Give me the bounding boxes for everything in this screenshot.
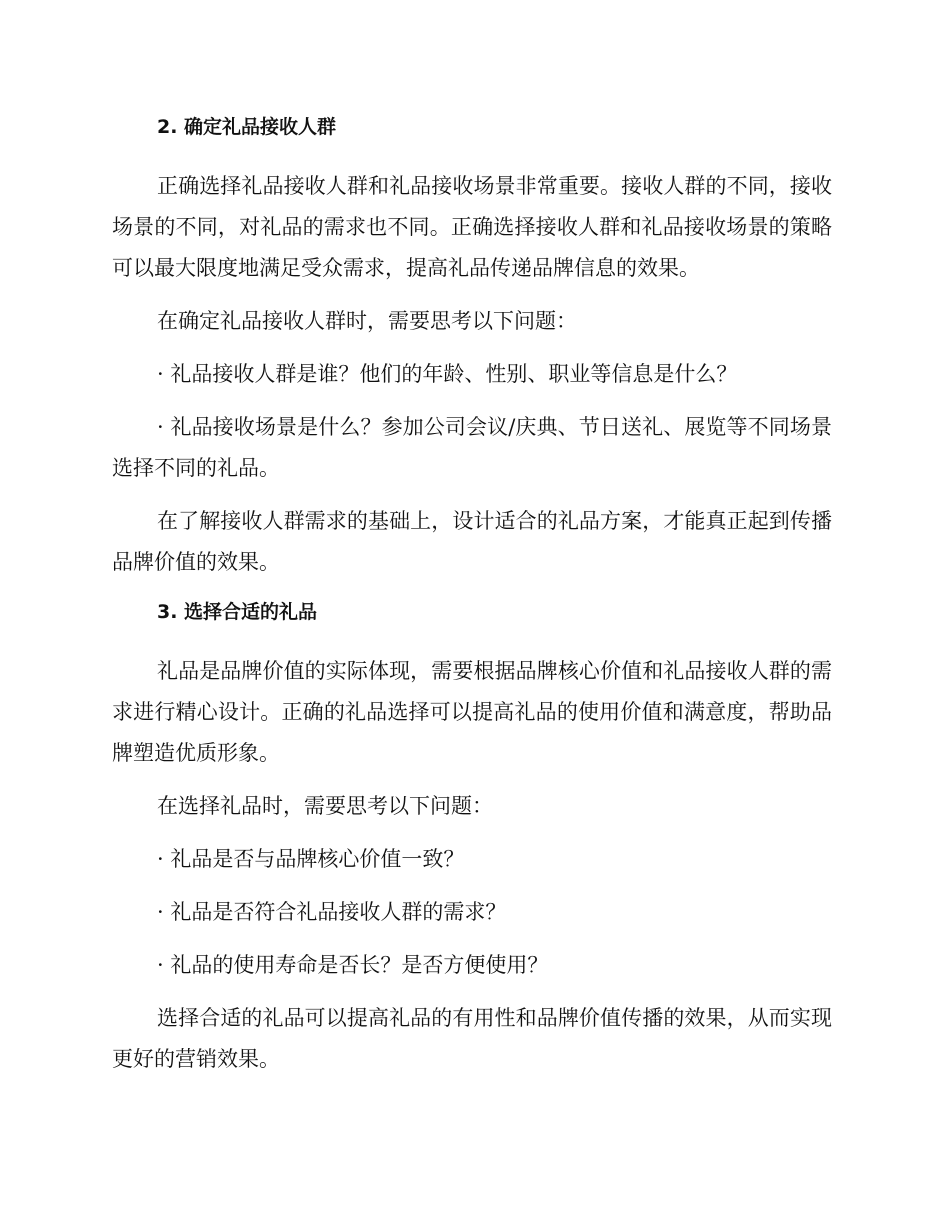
section-heading: 2. 确定礼品接收人群 xyxy=(157,116,337,138)
section-intro-paragraph: 正确选择礼品接收人群和礼品接收场景非常重要。接收人群的不同，接收场景的不同，对礼品的需求也不同。正确选择接收人群和礼品接收场景的策略可以最大限度地满足受众需求，提高礼品传递品牌信息的效果。 xyxy=(112,174,832,280)
conclusion-paragraph: 在了解接收人群需求的基础上，设计适合的礼品方案，才能真正起到传播品牌价值的效果。 xyxy=(112,509,832,574)
bullet-item: · 礼品是否与品牌核心价值一致？ xyxy=(157,847,465,871)
bullet-item: · 礼品接收人群是谁？他们的年龄、性别、职业等信息是什么？ xyxy=(157,362,738,386)
bullet-item: · 礼品是否符合礼品接收人群的需求？ xyxy=(157,900,507,924)
conclusion-paragraph: 选择合适的礼品可以提高礼品的有用性和品牌价值传播的效果，从而实现更好的营销效果。 xyxy=(112,1006,832,1071)
question-lead-paragraph: 在确定礼品接收人群时，需要思考以下问题： xyxy=(157,309,577,333)
bullet-item: · 礼品接收场景是什么？参加公司会议/庆典、节日送礼、展览等不同场景选择不同的礼品。 xyxy=(112,415,832,480)
section-heading: 3. 选择合适的礼品 xyxy=(157,601,318,623)
section-intro-paragraph: 礼品是品牌价值的实际体现，需要根据品牌核心价值和礼品接收人群的需求进行精心设计。正确的礼品选择可以提高礼品的使用价值和满意度，帮助品牌塑造优质形象。 xyxy=(112,659,832,765)
document-page xyxy=(112,112,832,1092)
question-lead-paragraph: 在选择礼品时，需要思考以下问题： xyxy=(157,794,493,818)
bullet-item: · 礼品的使用寿命是否长？是否方便使用？ xyxy=(157,953,549,977)
